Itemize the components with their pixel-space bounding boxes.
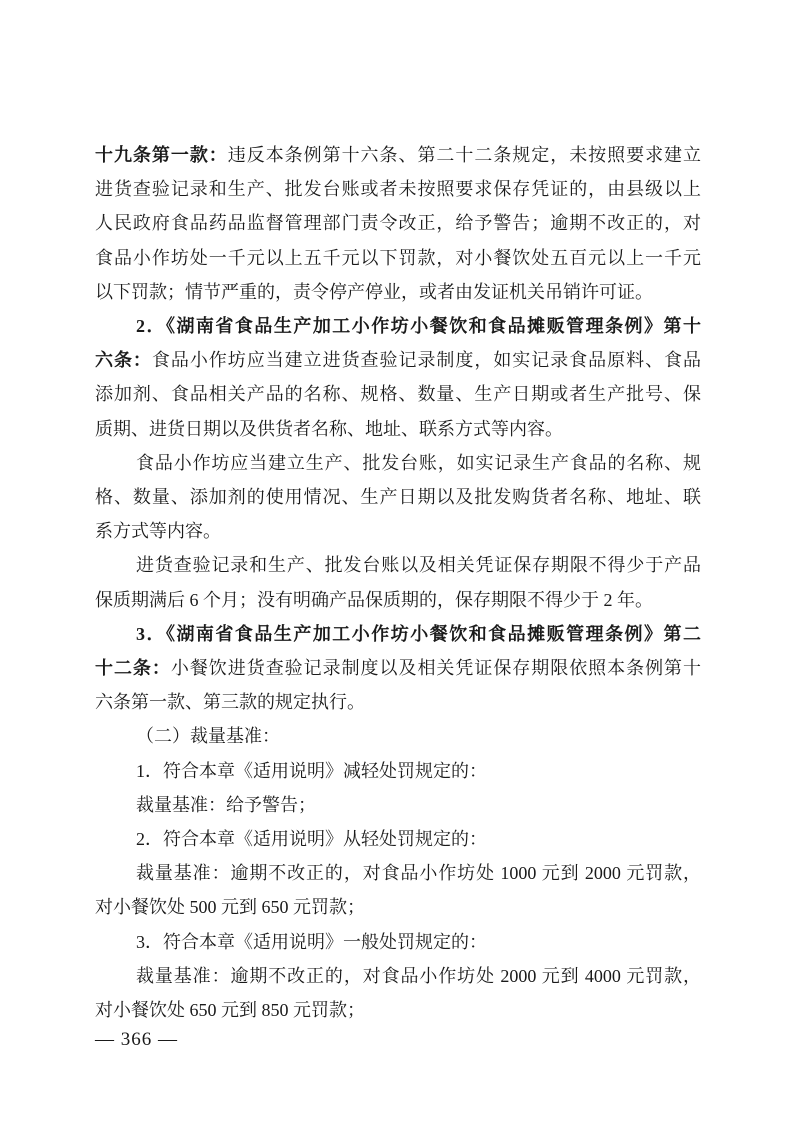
text-line (95, 925, 701, 959)
text-run: 小餐饮进货查验记录制度以及相关凭证保存期限依照本条例第十 (170, 658, 702, 679)
text-run: 质期、进货日期以及供货者名称、地址、联系方式等内容。 (95, 418, 563, 439)
text-run: 保质期满后 6 个月；没有明确产品保质期的，保存期限不得少于 2 年。 (95, 589, 653, 610)
text-run: 对小餐饮处 500 元到 650 元罚款； (95, 897, 365, 918)
text-line (95, 583, 701, 617)
text-run: 进货查验记录和生产、批发台账或者未按照要求保存凭证的，由县级以上 (95, 179, 701, 200)
text-line (95, 206, 701, 240)
page-number: — 366 — (95, 1029, 178, 1050)
text-run: 对小餐饮处 650 元到 850 元罚款； (95, 1000, 365, 1021)
text-line (95, 685, 701, 719)
text-line (95, 754, 701, 788)
text-line (95, 890, 701, 924)
text-line (95, 275, 701, 309)
text-line (95, 412, 701, 446)
text-line (95, 241, 701, 275)
text-line (95, 138, 701, 172)
text-run: 以下罚款；情节严重的，责令停产停业，或者由发证机关吊销许可证。 (95, 281, 653, 302)
text-run: 系方式等内容。 (95, 521, 221, 542)
text-run: 格、数量、添加剂的使用情况、生产日期以及批发购货者名称、地址、联 (95, 487, 701, 508)
text-run: 2．符合本章《适用说明》从轻处罚规定的： (136, 829, 487, 850)
text-line (95, 514, 701, 548)
text-run: 3．符合本章《适用说明》一般处罚规定的： (136, 931, 487, 952)
text-line (95, 617, 701, 651)
text-run: 裁量基准：逾期不改正的，对食品小作坊处 2000 元到 4000 元罚款， (136, 965, 701, 986)
document-body (95, 138, 701, 1027)
text-line (95, 309, 701, 343)
text-line (95, 172, 701, 206)
text-line (95, 719, 701, 753)
text-line (95, 856, 701, 890)
text-run: 1．符合本章《适用说明》减轻处罚规定的： (136, 760, 487, 781)
bold-text-run: 六条： (95, 350, 152, 371)
text-run: 食品小作坊处一千元以上五千元以下罚款，对小餐饮处五百元以上一千元 (95, 247, 701, 268)
text-run: 人民政府食品药品监督管理部门责令改正，给予警告；逾期不改正的，对 (95, 213, 701, 234)
text-run: 食品小作坊应当建立生产、批发台账，如实记录生产食品的名称、规 (136, 452, 701, 473)
bold-text-run: 2．《湖南省食品生产加工小作坊小餐饮和食品摊贩管理条例》第十 (136, 316, 701, 337)
text-run: 违反本条例第十六条、第二十二条规定，未按照要求建立 (227, 145, 702, 165)
text-run: 进货查验记录和生产、批发台账以及相关凭证保存期限不得少于产品 (136, 555, 701, 576)
text-line (95, 788, 701, 822)
text-run: 食品小作坊应当建立进货查验记录制度，如实记录食品原料、食品 (151, 350, 701, 371)
text-line (95, 822, 701, 856)
text-line (95, 480, 701, 514)
text-line (95, 446, 701, 480)
text-line (95, 959, 701, 993)
bold-text-run: 十九条第一款： (95, 145, 228, 165)
text-line (95, 651, 701, 685)
text-run: 添加剂、食品相关产品的名称、规格、数量、生产日期或者生产批号、保 (95, 384, 701, 405)
text-run: 六条第一款、第三款的规定执行。 (95, 692, 365, 713)
bold-text-run: 3．《湖南省食品生产加工小作坊小餐饮和食品摊贩管理条例》第二 (136, 623, 701, 644)
text-run: 裁量基准：给予警告； (136, 794, 316, 815)
text-line (95, 548, 701, 582)
text-line (95, 993, 701, 1027)
text-line (95, 343, 701, 377)
text-run: 裁量基准：逾期不改正的，对食品小作坊处 1000 元到 2000 元罚款， (136, 863, 701, 884)
text-line (95, 377, 701, 411)
text-run: （二）裁量基准： (136, 726, 280, 747)
bold-text-run: 十二条： (95, 658, 171, 679)
